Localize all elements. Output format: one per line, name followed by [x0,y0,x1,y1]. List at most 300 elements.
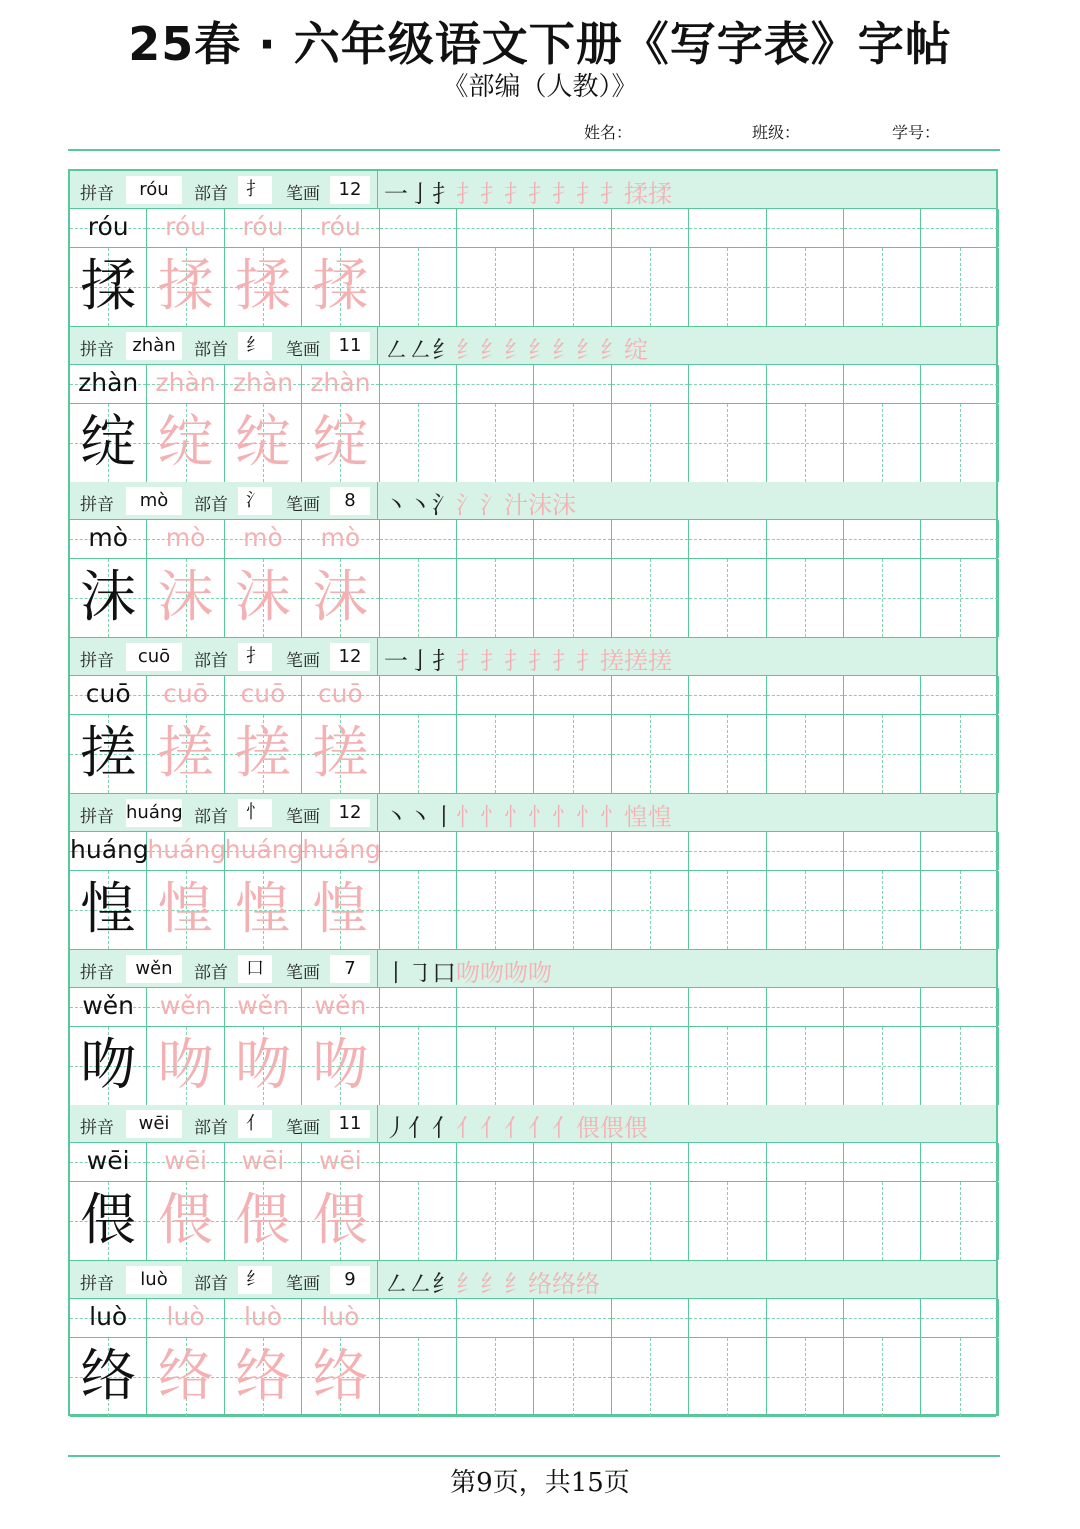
stroke-step: 纟 [480,1269,504,1298]
character-cell [767,1338,844,1416]
character-cell [457,1027,534,1105]
class-label: 班级： [752,123,801,142]
character-trace: 绽 [234,409,291,475]
character-cell [380,1182,457,1260]
stroke-step: 亻 [456,1114,480,1143]
pinyin-cell [844,676,921,714]
pinyin-trace: huáng [147,834,227,864]
pinyin-cell [380,209,457,247]
pinyin-cell [70,1299,147,1337]
radical-label: 部首 [194,184,228,204]
stroke-step: 扌 [528,647,552,676]
pinyin-cell [689,1143,766,1181]
stroke-step: 忄 [576,802,600,831]
pinyin-cell [225,1299,302,1337]
pinyin-cell [534,676,611,714]
character-trace: 吻 [234,1032,291,1098]
bottom-divider [68,1455,1000,1457]
character-cell [380,559,457,637]
stroke-count: 12 [330,799,370,827]
pinyin-trace: wěn [314,990,367,1020]
char-info-row [70,327,996,365]
char-block [70,794,996,950]
character-cell [844,248,921,326]
character-cell [225,1182,302,1260]
character-cell [612,559,689,637]
character-cell [70,871,147,949]
pinyin-cell [921,520,998,558]
character-cell [767,248,844,326]
pinyin-value: zhàn [126,332,182,360]
stroke-step: 丿 [384,1114,408,1143]
stroke-step: ㇆ [408,958,432,987]
pinyin-model: cuō [85,679,131,709]
pinyin-cell [380,520,457,558]
stroke-step: 氵 [480,491,504,520]
pinyin-cell [225,209,302,247]
stroke-step: 亅 [408,647,432,676]
pinyin-cell [534,520,611,558]
character-cell [612,715,689,793]
pinyin-trace: huáng [224,834,304,864]
character-cell [921,715,998,793]
character-trace: 揉 [157,254,214,319]
pinyin-cell [612,832,689,870]
character-trace: 偎 [157,1188,214,1254]
pinyin-cell [767,520,844,558]
stroke-order [377,638,997,676]
character-cell [921,559,998,637]
character-cell [302,1182,379,1260]
pinyin-cell [844,209,921,247]
char-block [70,1261,996,1417]
char-info-row [70,482,996,520]
pinyin-value: róu [126,176,182,204]
pinyin-cell [534,988,611,1026]
stroke-step: 沫 [528,491,552,520]
pinyin-trace: zhàn [232,367,294,397]
stroke-step: 扌 [432,647,456,676]
stroke-step: 丨 [384,958,408,987]
character-cell [689,1182,766,1260]
character-cell [302,559,379,637]
stroke-step: 吻 [480,958,504,987]
character-cell [380,715,457,793]
character-cell [612,1182,689,1260]
character-cell [844,715,921,793]
character-row [70,1338,996,1417]
character-cell [225,871,302,949]
stroke-step: 揉 [624,180,648,208]
strokes-label: 笔画 [286,806,320,827]
pinyin-cell [380,988,457,1026]
pinyin-cell [147,1143,224,1181]
character-cell [612,871,689,949]
character-model: 络 [80,1343,137,1409]
character-cell [457,715,534,793]
character-cell [767,715,844,793]
pinyin-cell [921,988,998,1026]
char-info-row [70,638,996,676]
pinyin-cell [457,1143,534,1181]
stroke-step: 口 [432,958,456,987]
character-cell [302,871,379,949]
char-info-row [70,171,996,209]
character-cell [380,1027,457,1105]
character-trace: 偎 [312,1188,369,1254]
character-cell [147,715,224,793]
stroke-step: 扌 [528,180,552,208]
pinyin-cell [380,832,457,870]
character-cell [70,1338,147,1416]
pinyin-trace: wēi [164,1146,207,1176]
pinyin-row [70,832,996,871]
character-trace: 搓 [157,721,214,787]
stroke-step: 纟 [528,335,552,364]
page-number: 第9页，共15页 [450,1468,630,1498]
pinyin-cell [767,209,844,247]
character-cell [844,559,921,637]
character-cell [70,1182,147,1260]
id-label: 学号： [892,123,941,142]
stroke-step: ㇜ [408,335,432,364]
stroke-step: 络 [552,1269,576,1298]
stroke-count: 7 [330,955,370,983]
stroke-step: 亻 [408,1114,432,1143]
pinyin-model: róu [87,212,129,241]
stroke-step: 氵 [432,491,456,520]
pinyin-row [70,988,996,1027]
stroke-step: 吻 [456,958,480,987]
pinyin-cell [689,365,766,403]
character-cell [147,1338,224,1416]
pinyin-cell [612,209,689,247]
stroke-step: 亻 [480,1114,504,1143]
character-model: 搓 [80,721,137,787]
stroke-step: 汁 [504,491,528,520]
stroke-step: 扌 [480,647,504,676]
pinyin-cell [689,520,766,558]
pinyin-value: luò [126,1266,182,1294]
pinyin-cell [147,832,227,870]
pinyin-trace: róu [165,212,207,241]
char-block [70,171,996,327]
character-row [70,404,996,483]
character-cell [844,871,921,949]
pinyin-cell [612,676,689,714]
stroke-step: 搓 [600,647,624,676]
character-cell [147,559,224,637]
character-cell [225,715,302,793]
character-cell [302,248,379,326]
stroke-step: 纟 [600,335,624,364]
pinyin-trace: wēi [318,1146,362,1176]
character-cell [844,1182,921,1260]
stroke-step: 络 [528,1269,552,1298]
pinyin-label: 拼音 [80,806,114,827]
pinyin-cell [767,365,844,403]
stroke-step: 纟 [456,335,480,364]
character-cell [302,404,379,482]
strokes-label: 笔画 [286,184,320,204]
pinyin-trace: mò [320,523,361,553]
practice-sheet [68,169,998,1416]
pinyin-trace: mò [165,523,206,553]
strokes-label: 笔画 [286,651,320,672]
character-cell [457,404,534,482]
stroke-step: 忄 [504,802,528,831]
pinyin-cell [302,520,379,558]
stroke-order [377,794,997,832]
stroke-step: 纟 [576,335,600,364]
pinyin-cell [921,676,998,714]
character-cell [921,1182,998,1260]
stroke-step: 亻 [552,1114,576,1143]
stroke-step: 沫 [552,491,576,520]
character-cell [612,248,689,326]
radical-value: 忄 [238,799,272,827]
strokes-label: 笔画 [286,339,320,360]
stroke-order [377,327,997,365]
character-trace: 揉 [312,254,369,319]
stroke-step: 扌 [504,180,528,208]
character-cell [70,559,147,637]
stroke-step: 忄 [528,802,552,831]
pinyin-cell [457,988,534,1026]
top-divider [68,149,1000,151]
pinyin-cell [70,520,147,558]
stroke-order [377,171,997,209]
character-cell [457,248,534,326]
character-trace: 惶 [157,876,214,942]
stroke-step: 氵 [456,491,480,520]
pinyin-cell [612,520,689,558]
stroke-step: 一 [384,180,408,208]
stroke-step: 纟 [504,335,528,364]
pinyin-cell [844,1143,921,1181]
stroke-step: 扌 [480,180,504,208]
pinyin-cell [225,1143,302,1181]
pinyin-cell [147,988,224,1026]
stroke-step: 惶 [624,802,648,831]
character-cell [225,404,302,482]
character-trace: 络 [234,1343,291,1409]
pinyin-value: huáng [126,799,182,827]
pinyin-cell [147,520,224,558]
pinyin-cell [921,832,998,870]
radical-label: 部首 [194,962,228,983]
character-cell [147,1027,224,1105]
character-cell [767,871,844,949]
pinyin-trace: wěn [159,990,212,1020]
stroke-step: 惶 [648,802,672,831]
character-cell [689,715,766,793]
pinyin-model: wěn [82,990,135,1020]
pinyin-cell [147,1299,224,1337]
character-cell [457,1338,534,1416]
stroke-count: 11 [330,332,370,360]
character-cell [921,871,998,949]
pinyin-trace: huáng [302,834,381,864]
pinyin-cell [767,1299,844,1337]
pinyin-trace: mò [243,523,283,553]
radical-label: 部首 [194,806,228,827]
stroke-step: 扌 [552,647,576,676]
character-cell [921,404,998,482]
stroke-step: 扌 [600,180,624,208]
char-block [70,482,996,638]
character-cell [70,404,147,482]
stroke-step: 一 [384,647,408,676]
pinyin-label: 拼音 [80,1273,114,1294]
stroke-count: 12 [330,643,370,671]
pinyin-cell [70,832,147,870]
character-cell [767,559,844,637]
character-trace: 绽 [312,409,369,475]
character-trace: 吻 [157,1032,214,1098]
stroke-step: 亻 [504,1114,528,1143]
character-row [70,715,996,794]
radical-value: 纟 [238,1266,272,1294]
pinyin-cell [767,676,844,714]
stroke-step: 亻 [432,1114,456,1143]
stroke-step: 纟 [456,1269,480,1298]
page-title: 25春 · 六年级语文下册《写字表》字帖 [128,17,952,71]
stroke-step: 亅 [408,180,432,208]
pinyin-cell [844,520,921,558]
character-cell [147,248,224,326]
stroke-step: 扌 [576,647,600,676]
character-cell [767,1027,844,1105]
pinyin-cell [844,832,921,870]
pinyin-cell [457,832,534,870]
character-cell [225,248,302,326]
character-cell [225,1338,302,1416]
pinyin-cell [302,1143,379,1181]
stroke-step: 纟 [480,335,504,364]
pinyin-cell [225,676,302,714]
pinyin-cell [70,209,147,247]
pinyin-cell [225,520,302,558]
char-info-row [70,1261,996,1299]
stroke-step: 纟 [552,335,576,364]
pinyin-cell [921,209,998,247]
stroke-step: 扌 [504,647,528,676]
radical-value: 纟 [238,332,272,360]
pinyin-cell [689,832,766,870]
pinyin-cell [767,988,844,1026]
pinyin-trace: zhàn [310,367,371,397]
stroke-step: 搓 [648,647,672,676]
pinyin-value: cuō [126,643,182,671]
pinyin-value: wěn [126,955,182,983]
pinyin-cell [457,365,534,403]
character-cell [302,715,379,793]
stroke-step: ㇜ [384,1269,408,1298]
stroke-order [377,1105,997,1143]
pinyin-cell [612,1299,689,1337]
pinyin-label: 拼音 [80,962,114,983]
character-trace: 沫 [312,565,369,631]
stroke-step: 纟 [432,1269,456,1298]
character-cell [534,715,611,793]
stroke-step: 亻 [528,1114,552,1143]
character-cell [689,559,766,637]
stroke-step: 丨 [432,802,456,831]
character-cell [612,1027,689,1105]
radical-value: 氵 [238,487,272,515]
pinyin-cell [844,365,921,403]
pinyin-cell [534,1299,611,1337]
pinyin-cell [380,676,457,714]
stroke-count: 9 [330,1266,370,1294]
character-cell [70,715,147,793]
character-row [70,559,996,638]
character-cell [380,404,457,482]
character-trace: 沫 [234,565,291,631]
pinyin-cell [70,365,147,403]
character-cell [380,1338,457,1416]
character-trace: 搓 [234,721,291,787]
pinyin-model: mò [88,523,129,553]
pinyin-label: 拼音 [80,495,114,516]
pinyin-value: mò [126,487,182,515]
pinyin-label: 拼音 [80,184,114,204]
stroke-step: 络 [576,1269,600,1298]
radical-label: 部首 [194,495,228,516]
char-block [70,1105,996,1261]
pinyin-cell [534,365,611,403]
character-row [70,871,996,950]
stroke-step: ㇜ [384,335,408,364]
stroke-step: 绽 [624,335,648,364]
pinyin-cell [534,1143,611,1181]
stroke-order [377,482,997,520]
pinyin-cell [921,1299,998,1337]
character-model: 惶 [80,876,137,942]
pinyin-label: 拼音 [80,1118,114,1139]
radical-value: 亻 [238,1110,272,1138]
character-cell [302,1027,379,1105]
character-cell [147,871,224,949]
character-cell [689,871,766,949]
pinyin-cell [534,832,611,870]
character-cell [457,871,534,949]
character-cell [534,871,611,949]
character-trace: 沫 [157,565,214,631]
pinyin-cell [225,988,302,1026]
pinyin-model: huáng [70,834,149,864]
char-block [70,638,996,794]
character-trace: 吻 [312,1032,369,1098]
name-label: 姓名： [584,123,633,142]
stroke-step: 忄 [456,802,480,831]
character-cell [225,1027,302,1105]
character-cell [921,248,998,326]
character-trace: 搓 [312,721,369,787]
character-cell [534,1027,611,1105]
radical-label: 部首 [194,1273,228,1294]
pinyin-cell [844,1299,921,1337]
character-trace: 络 [157,1343,214,1409]
stroke-order [377,1261,997,1299]
character-cell [534,559,611,637]
pinyin-trace: róu [242,212,284,241]
pinyin-trace: wēi [241,1146,285,1176]
character-cell [534,1182,611,1260]
pinyin-cell [457,520,534,558]
character-cell [380,248,457,326]
